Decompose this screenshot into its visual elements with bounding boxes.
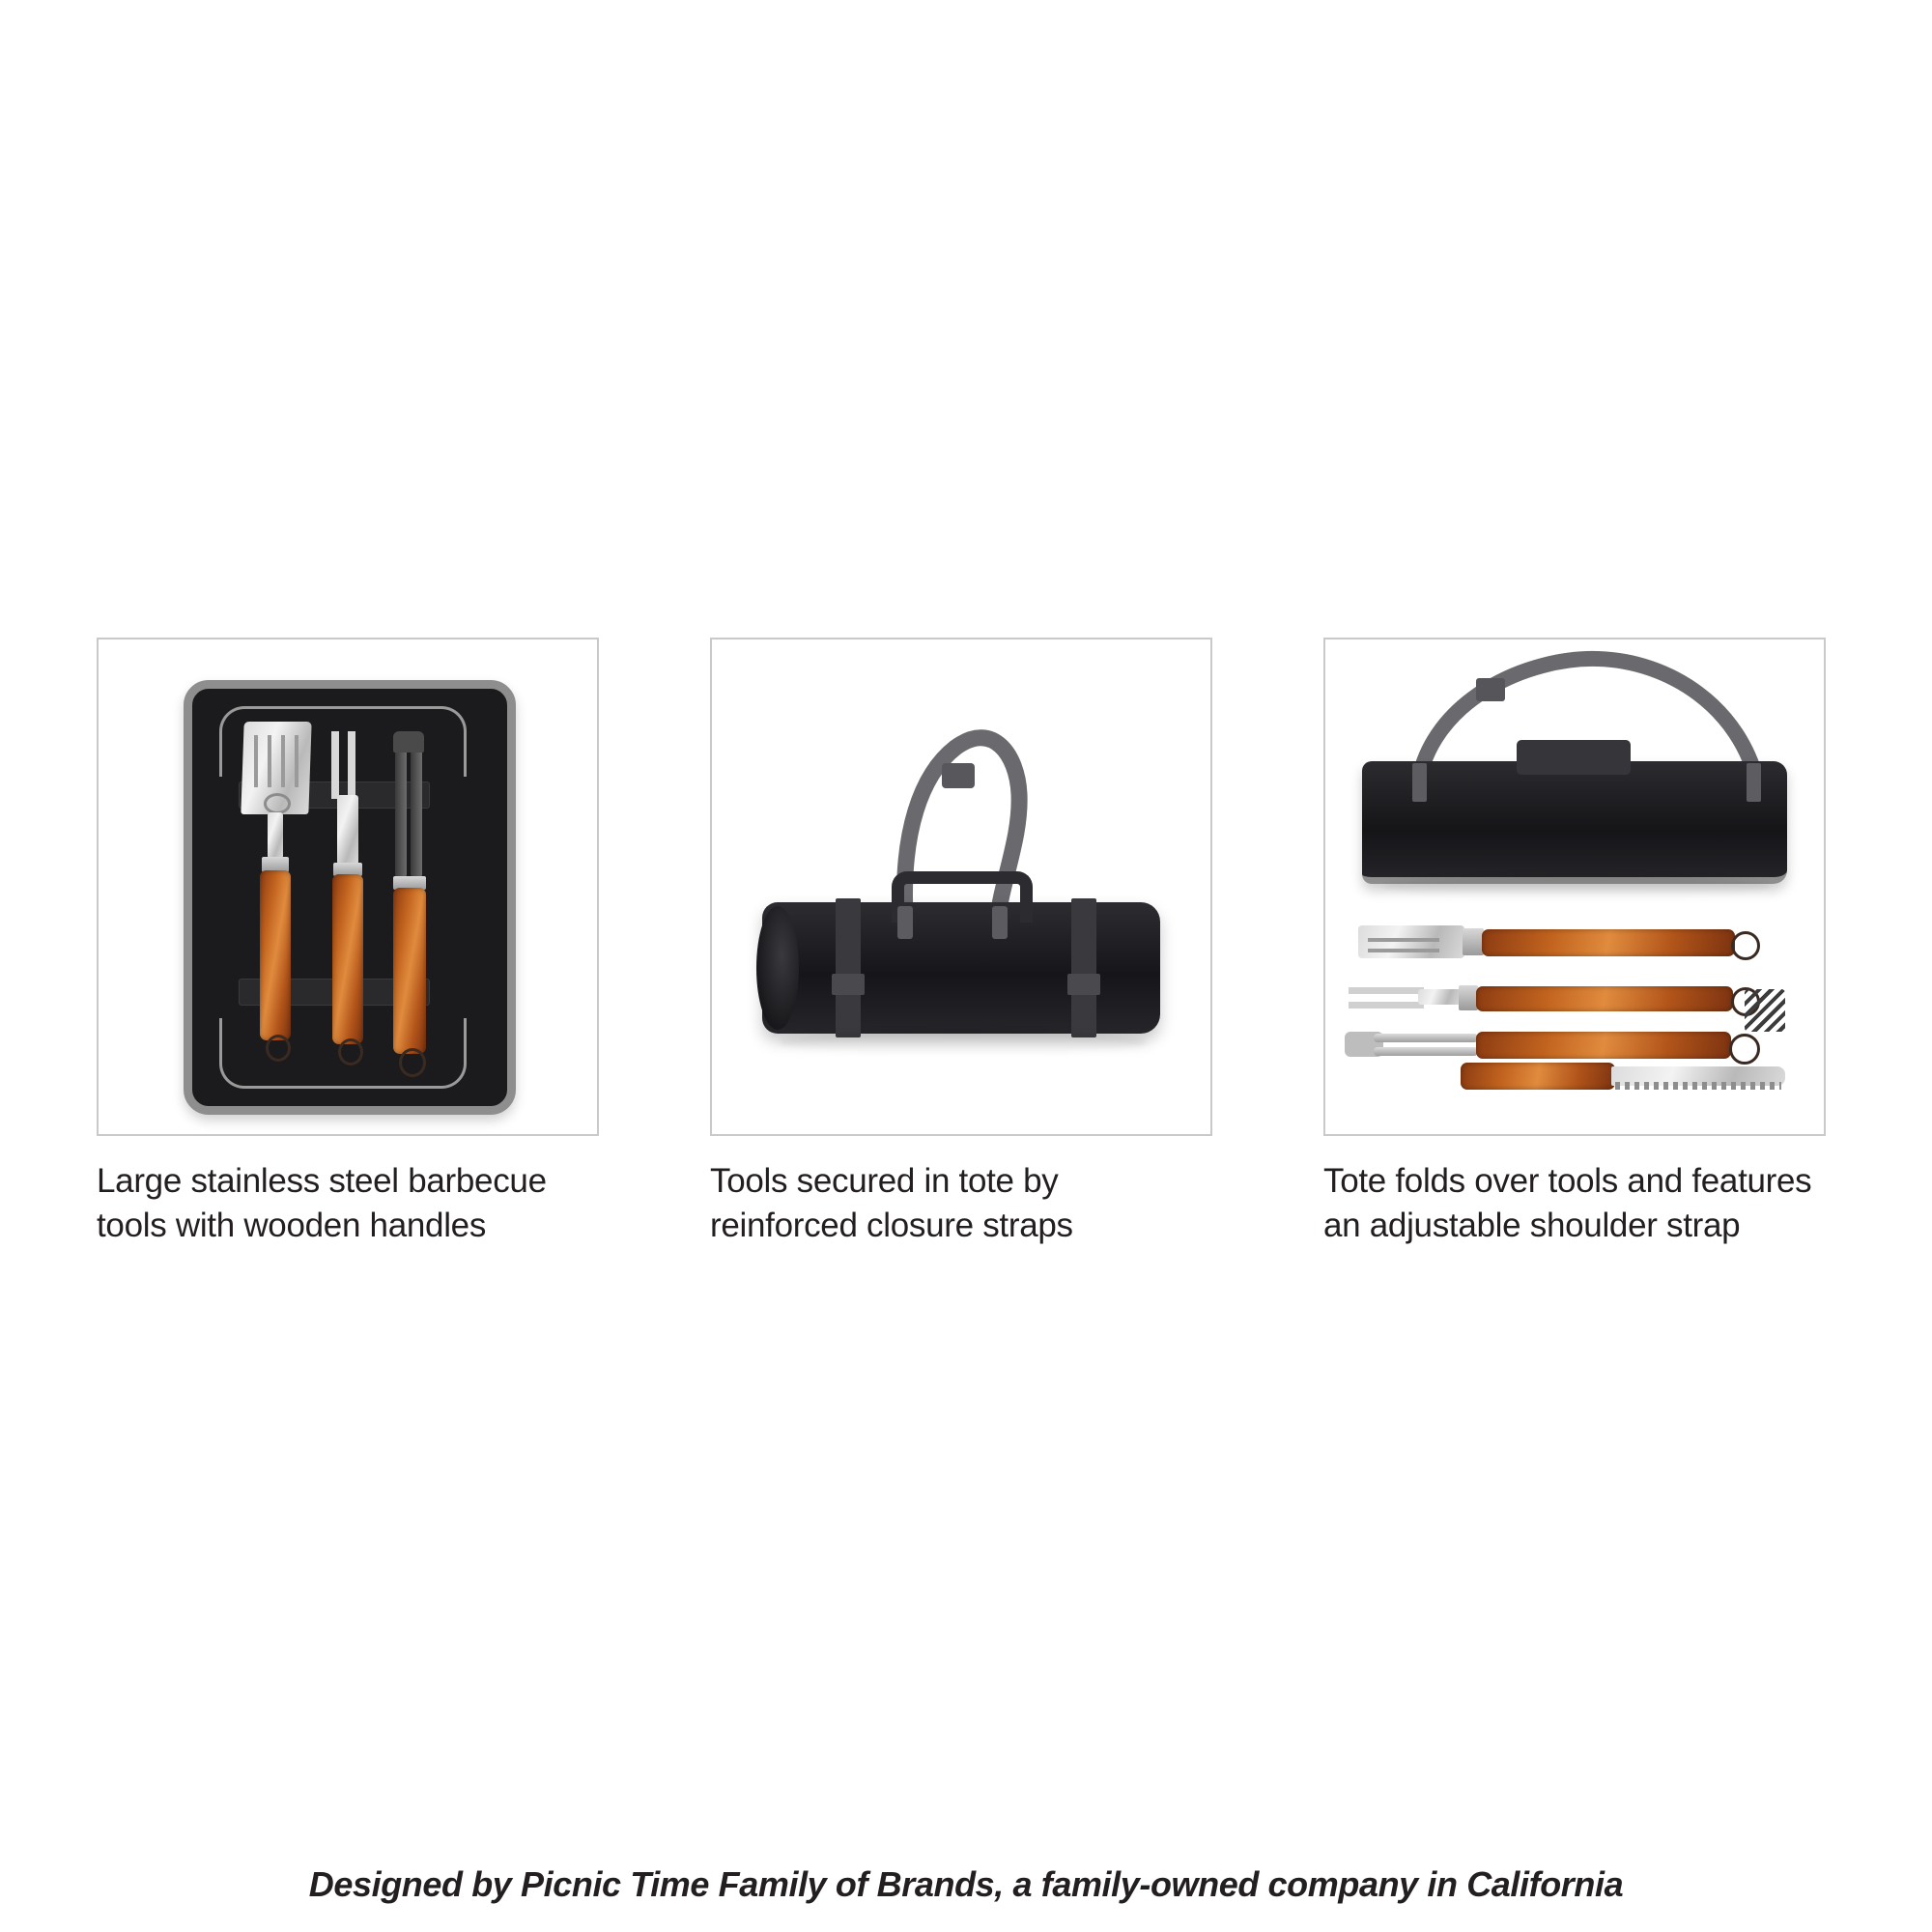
tongs-arm-lower-3 [1374,1047,1478,1056]
panel-2-caption [710,1159,1222,1247]
spatula-handle-3 [1482,929,1735,956]
fork-hang-loop [338,1038,363,1065]
closure-buckle-right [1067,974,1100,995]
panel-2-caption-line-1: Tools secured in tote by [710,1162,1059,1200]
strap-anchor-left [897,906,913,939]
spatula-bottle-opener [264,793,291,814]
fork-tines-3 [1349,985,1424,1009]
fork-handle-3 [1476,986,1733,1011]
fork-tines [331,731,364,799]
tool-knife-3 [1461,1057,1789,1095]
open-tote-body [184,680,516,1115]
tool-tongs [382,731,441,1071]
closure-buckle-left [832,974,865,995]
scene-open-tote [99,639,597,1134]
spatula-blade-slots [254,735,298,787]
tongs-arm-right [411,733,422,878]
panel-1-caption-line-1: Large stainless steel barbecue [97,1162,547,1200]
closure-strap-left [836,898,861,1037]
tongs-handle-3 [1476,1032,1731,1059]
tongs-hang-loop [399,1048,426,1077]
knife-serration-3 [1615,1082,1781,1090]
fork-neck-3 [1418,989,1461,1005]
scene-folded-tote [1325,639,1824,1134]
tongs-corkscrew-icon [1745,989,1785,1032]
panel-3-caption [1323,1159,1835,1247]
spatula-hang-loop-3 [1731,931,1760,960]
tool-spatula [237,716,316,1064]
fork-neck [337,795,358,865]
spatula-neck [268,812,283,859]
rolled-tote-end-cap [756,906,799,1030]
feature-panel-2 [710,638,1222,1247]
strap-anchor-right [992,906,1008,939]
tongs-handle [393,888,426,1054]
panel-1-caption-line-2: tools with wooden handles [97,1206,487,1244]
tool-fork [318,727,378,1065]
spatula-ferrule-3 [1463,928,1484,955]
tongs-arm-left [395,733,407,878]
feature-panel-1 [97,638,609,1247]
fork-ferrule-3 [1459,985,1478,1010]
spatula-handle [260,870,291,1040]
tongs-arm-upper-3 [1374,1034,1478,1042]
strap-anchor-right-3 [1747,763,1761,802]
footer-designed-by: Designed by Picnic Time Family of Brands, a family-owned company in California [308,1864,1624,1904]
product-photo-rolled-tote [710,638,1212,1136]
product-photo-open-tote [97,638,599,1136]
panel-1-caption [97,1159,609,1247]
tool-spatula-3 [1358,922,1774,964]
spatula-hang-loop [266,1035,291,1062]
folded-tote-shadow [1383,875,1770,896]
tool-fork-3 [1349,976,1781,1016]
closure-strap-right [1071,898,1096,1037]
fork-handle [332,874,363,1044]
spatula-blade-slots-3 [1368,931,1439,952]
panel-3-caption-line-2: an adjustable shoulder strap [1323,1206,1741,1244]
tongs-tip [393,731,424,753]
tote-shadow [780,1030,1147,1055]
strap-anchor-left-3 [1412,763,1427,802]
panel-3-caption-line-1: Tote folds over tools and features [1323,1162,1812,1200]
folded-tote-closure-tab [1517,740,1631,775]
product-photo-folded-tote-and-tools [1323,638,1826,1136]
panel-2-caption-line-2: reinforced closure straps [710,1206,1073,1244]
knife-handle-3 [1461,1063,1615,1090]
feature-panel-3 [1323,638,1835,1247]
feature-panel-row [97,638,1835,1247]
scene-rolled-tote [712,639,1210,1134]
